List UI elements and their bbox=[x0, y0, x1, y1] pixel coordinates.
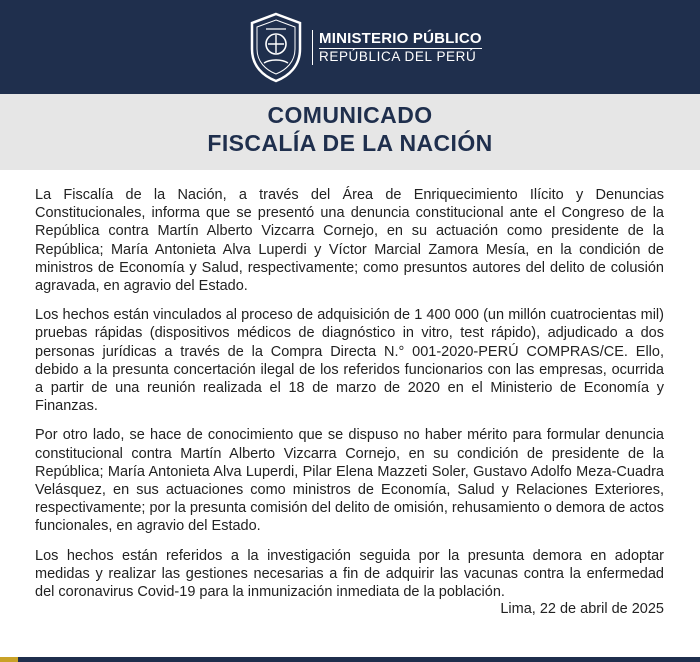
page-subtitle: FISCALÍA DE LA NACIÓN bbox=[207, 130, 493, 156]
paragraph-3: Por otro lado, se hace de conocimiento que se dispuso no haber mérito para formular denuncia constitucional contra Martín Alberto Vizcarra Cornejo, en su condición de presidente de la República; María Antonieta Alva Luperdi, Pilar Elena Mazzeti Soler, Gustavo Adolfo Meza-Cuadra Velásquez, en sus actuaciones como ministros de Economía, Salud y Relaciones Exteriores, respectivamente; por la presunta comisión del delito de omisión, rehusamiento o demora de actos funcionales, en agravio del Estado. bbox=[35, 427, 664, 535]
paragraph-2: Los hechos están vinculados al proceso de adquisición de 1 400 000 (un millón cuatrocientas mil) pruebas rápidas (dispositivos médicos de diagnóstico in vitro, test rápido), adjudicado a dos personas jurídicas a través de la Compra Directa N.° 001-2020-PERÚ COMPRAS/CE. Ello, debido a la presunta concertación ilegal de los referidos funcionarios con las empresas, ocurrida a partir de una reunión realizada el 18 de marzo de 2020 en el Ministerio de Economía y Finanzas. bbox=[35, 307, 664, 415]
page-title: COMUNICADO bbox=[267, 102, 433, 128]
footer-strip bbox=[0, 657, 700, 662]
statement-body bbox=[35, 186, 664, 612]
org-name: MINISTERIO PÚBLICO bbox=[319, 29, 482, 47]
header-bar bbox=[0, 0, 700, 94]
org-subtitle: REPÚBLICA DEL PERÚ bbox=[319, 48, 482, 65]
date-line: Lima, 22 de abril de 2025 bbox=[500, 601, 664, 617]
title-band bbox=[0, 94, 700, 170]
footer-accent bbox=[0, 657, 18, 662]
paragraph-1: La Fiscalía de la Nación, a través del Área de Enriquecimiento Ilícito y Denuncias Constitucionales, informa que se presentó una denuncia constitucional ante el Congreso de la República contra Martín Alberto Vizcarra Cornejo, en su actuación como presidente de la República; María Antonieta Alva Luperdi y Víctor Marcial Zamora Mesía, en la condición de ministros de Economía y Salud, respectivamente; como presuntos autores del delito de colusión agravada, en agravio del Estado. bbox=[35, 187, 664, 295]
paragraph-4: Los hechos están referidos a la investigación seguida por la presunta demora en adoptar medidas y realizar las gestiones necesarias a fin de adquirir las vacunas contra la enfermedad del coronavirus Covid-19 para la inmunización inmediata de la población. bbox=[35, 547, 664, 601]
ministerio-publico-seal-icon bbox=[246, 11, 306, 83]
logo-text bbox=[312, 30, 482, 65]
logo bbox=[246, 10, 482, 84]
